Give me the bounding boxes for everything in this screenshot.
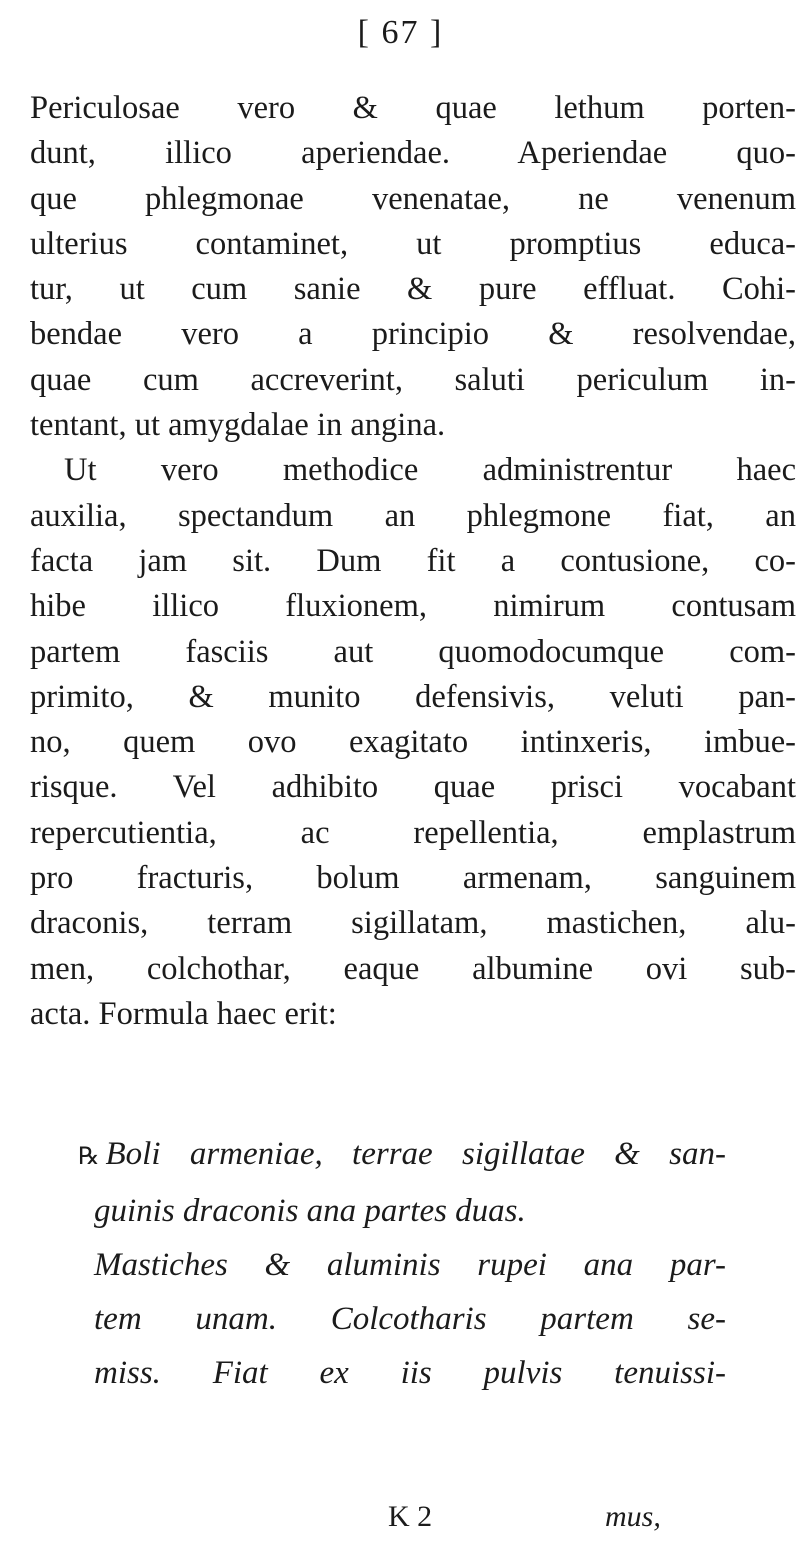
recipe-line: guinis draconis ana partes duas. xyxy=(94,1193,526,1229)
text-line: que phlegmonae venenatae, ne venenum xyxy=(30,180,796,217)
signature-mark: K 2 xyxy=(388,1500,433,1533)
text-line: acta. Formula haec erit: xyxy=(30,995,337,1032)
recipe-line: miss. Fiat ex iis pulvis tenuissi- xyxy=(94,1355,726,1391)
recipe-line: tem unam. Colcotharis partem se- xyxy=(94,1301,726,1337)
text-line: facta jam sit. Dum fit a contusione, co- xyxy=(30,542,796,579)
text-line: men, colchothar, eaque albumine ovi sub- xyxy=(30,950,796,987)
recipe-symbol: ℞ xyxy=(78,1144,100,1170)
text-line: repercutientia, ac repellentia, emplastrum xyxy=(30,814,796,851)
text-line: partem fasciis aut quomodocumque com- xyxy=(30,633,796,670)
text-line: risque. Vel adhibito quae prisci vocabant xyxy=(30,769,796,806)
text-line: quae cum accreverint, saluti periculum in- xyxy=(30,361,796,398)
recipe-formula xyxy=(66,1127,726,1400)
recipe-text: Boli armeniae, terrae sigillatae & san- xyxy=(105,1136,726,1172)
text-line: hibe illico fluxionem, nimirum contusam xyxy=(30,588,796,625)
text-line: auxilia, spectandum an phlegmone fiat, an xyxy=(30,497,796,534)
recipe-line xyxy=(66,1127,726,1184)
body-text xyxy=(30,86,796,1037)
text-line: draconis, terram sigillatam, mastichen, alu- xyxy=(30,905,796,942)
text-line: Periculosae vero & quae lethum porten- xyxy=(30,90,796,126)
text-line: Ut vero methodice administrentur haec xyxy=(64,452,796,489)
text-line: primito, & munito defensivis, veluti pan- xyxy=(30,678,796,715)
recipe-line: Mastiches & aluminis rupei ana par- xyxy=(94,1247,726,1283)
text-line: tur, ut cum sanie & pure effluat. Cohi- xyxy=(30,271,796,308)
catchword: mus, xyxy=(605,1500,661,1533)
text-line: tentant, ut amygdalae in angina. xyxy=(30,407,446,444)
text-line: bendae vero a principio & resolvendae, xyxy=(30,316,796,353)
page-number: [ 67 ] xyxy=(357,14,444,51)
text-line: dunt, illico aperiendae. Aperiendae quo- xyxy=(30,135,796,172)
text-line: no, quem ovo exagitato intinxeris, imbue- xyxy=(30,724,796,761)
text-line: pro fracturis, bolum armenam, sanguinem xyxy=(30,860,796,897)
text-line: ulterius contaminet, ut promptius educa- xyxy=(30,225,796,262)
